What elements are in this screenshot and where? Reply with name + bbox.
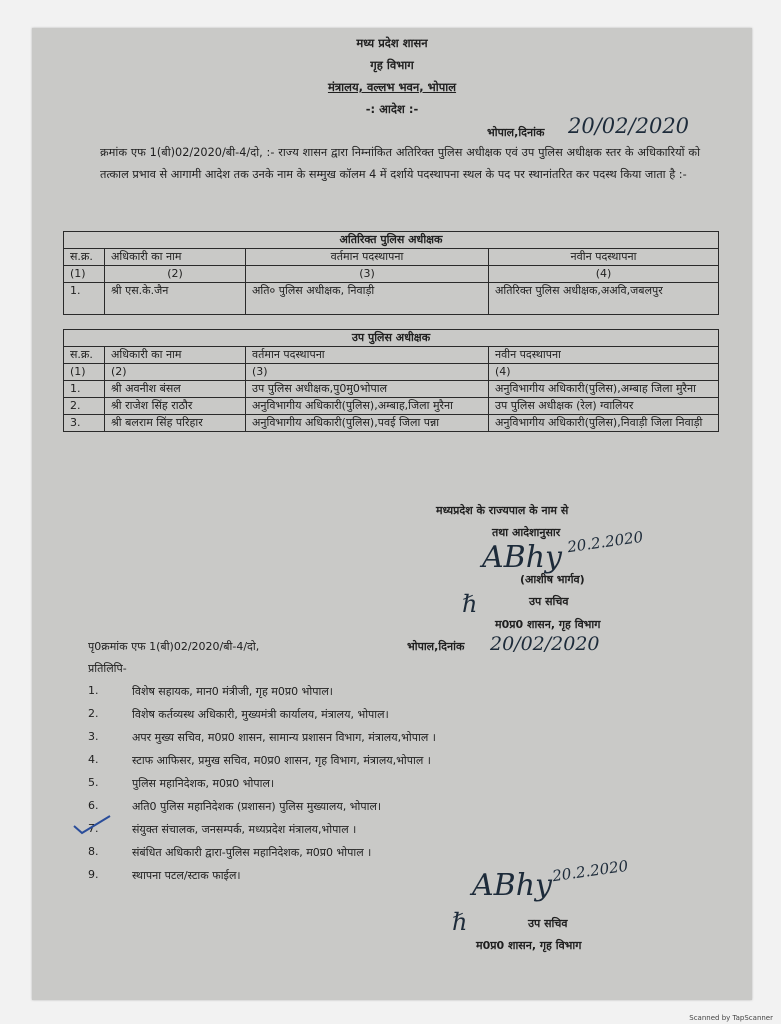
table2-cell-sno: 3. <box>64 415 105 432</box>
list-item: अपर मुख्य सचिव, म0प्र0 शासन, सामान्य प्रशासन विभाग, मंत्रालय,भोपाल । <box>132 731 436 744</box>
table2-cell-name: श्री राजेश सिंह राठौर <box>105 398 246 415</box>
table1-cell-name: श्री एस.के.जैन <box>105 283 246 315</box>
list-item-number: 6. <box>88 799 99 812</box>
handwritten-date: 20/02/2020 <box>568 114 690 138</box>
handwritten-signature: ABhy <box>482 540 562 575</box>
table-additional-sp <box>63 231 719 315</box>
list-item-number: 9. <box>88 868 99 881</box>
endorsement-handwritten-date: 20/02/2020 <box>490 633 600 655</box>
table2-cell-new: उप पुलिस अधीक्षक (रेल) ग्वालियर <box>489 398 719 415</box>
intro-paragraph: क्रमांक एफ 1(बी)02/2020/बी-4/दो, :- राज्य शासन द्वारा निम्नांकित अतिरिक्त पुलिस अधीक्षक एवं उप पुलिस अधीक्षक स्तर के अधिकारियों को तत्काल प्रभाव से आगामी आदेश तक उनके नाम के सम्मुख कॉलम 4 में दर्शाये पदस्थापना स्थल के पद पर स्थानांतरित कर पदस्थ किया जाता है :- <box>100 146 700 181</box>
table2-colnum: (4) <box>489 364 719 381</box>
list-item: संबंधित अधिकारी द्वारा-पुलिस महानिदेशक, म0प्र0 भोपाल । <box>132 846 372 859</box>
list-item: विशेष कर्तव्यस्थ अधिकारी, मुख्यमंत्री कार्यालय, मंत्रालय, भोपाल। <box>132 708 389 721</box>
table1-header-name: अधिकारी का नाम <box>105 249 246 266</box>
signatory-designation: उप सचिव <box>529 595 569 608</box>
scanner-watermark: Scanned by TapScanner <box>689 1014 773 1022</box>
table1-colnum: (4) <box>489 266 719 283</box>
table-row <box>64 381 719 398</box>
table2-cell-sno: 1. <box>64 381 105 398</box>
table2-colnum: (3) <box>246 364 489 381</box>
header-department: गृह विभाग <box>370 58 414 72</box>
header-address: मंत्रालय, वल्लभ भवन, भोपाल <box>327 80 457 94</box>
signatory-name: (आशीष भार्गव) <box>520 573 585 586</box>
signatory-department: म0प्र0 शासन, गृह विभाग <box>495 618 601 631</box>
table1-colnum: (3) <box>246 266 489 283</box>
document-page <box>32 28 752 1000</box>
list-item: संयुक्त संचालक, जनसम्पर्क, मध्यप्रदेश मंत्रालय,भोपाल । <box>132 823 357 836</box>
table2-colnum: (2) <box>105 364 246 381</box>
table1-header-sno: स.क्र. <box>64 249 105 266</box>
table2-cell-new: अनुविभागीय अधिकारी(पुलिस),निवाड़ी जिला निवाड़ी <box>489 415 719 432</box>
handwritten-signature: ABhy <box>472 868 552 903</box>
table2-cell-current: उप पुलिस अधीक्षक,पु0मु0भोपाल <box>246 381 489 398</box>
list-item-number: 2. <box>88 707 99 720</box>
table1-cell-new: अतिरिक्त पुलिस अधीक्षक,अअवि,जबलपुर <box>489 283 719 315</box>
table2-header-new: नवीन पदस्थापना <box>489 347 719 364</box>
list-item: स्थापना पटल/स्टाक फाईल। <box>132 869 241 882</box>
order-line: तथा आदेशानुसार <box>492 526 561 539</box>
header-government: मध्य प्रदेश शासन <box>356 36 428 50</box>
checkmark-icon <box>72 814 112 836</box>
copy-label: प्रतिलिपि- <box>88 662 127 675</box>
list-item-number: 8. <box>88 845 99 858</box>
list-item-number: 5. <box>88 776 99 789</box>
table1-section-title: अतिरिक्त पुलिस अधीक्षक <box>64 232 719 249</box>
table2-cell-new: अनुविभागीय अधिकारी(पुलिस),अम्बाह जिला मुरैना <box>489 381 719 398</box>
table1-header-current: वर्तमान पदस्थापना <box>246 249 489 266</box>
list-item: विशेष सहायक, मान0 मंत्रीजी, गृह म0प्र0 भोपाल। <box>132 685 333 698</box>
signatory-department: म0प्र0 शासन, गृह विभाग <box>476 939 582 952</box>
table2-cell-name: श्री अवनीश बंसल <box>105 381 246 398</box>
list-item: स्टाफ आफिसर, प्रमुख सचिव, म0प्र0 शासन, गृह विभाग, मंत्रालय,भोपाल । <box>132 754 431 767</box>
endorsement-ref: पृ0क्रमांक एफ 1(बी)02/2020/बी-4/दो, <box>88 640 260 653</box>
table-row <box>64 398 719 415</box>
table2-cell-sno: 2. <box>64 398 105 415</box>
initials-mark: ℏ <box>452 908 468 936</box>
list-item-number: 3. <box>88 730 99 743</box>
signatory-designation: उप सचिव <box>528 917 568 930</box>
table1-colnum: (2) <box>105 266 246 283</box>
table1-header-new: नवीन पदस्थापना <box>489 249 719 266</box>
governor-line: मध्यप्रदेश के राज्यपाल के नाम से <box>436 504 569 517</box>
list-item-number: 7. <box>88 822 99 835</box>
list-item: अति0 पुलिस महानिदेशक (प्रशासन) पुलिस मुख्यालय, भोपाल। <box>132 800 382 813</box>
table1-cell-current: अति० पुलिस अधीक्षक, निवाड़ी <box>246 283 489 315</box>
table2-cell-current: अनुविभागीय अधिकारी(पुलिस),अम्बाह,जिला मुरैना <box>246 398 489 415</box>
table2-header-current: वर्तमान पदस्थापना <box>246 347 489 364</box>
table2-header-name: अधिकारी का नाम <box>105 347 246 364</box>
initials-mark: ℏ <box>462 590 478 618</box>
list-item-number: 1. <box>88 684 99 697</box>
handwritten-signature-date: 20.2.2020 <box>551 856 630 886</box>
table1-colnum: (1) <box>64 266 105 283</box>
table2-colnum: (1) <box>64 364 105 381</box>
table2-cell-name: श्री बलराम सिंह परिहार <box>105 415 246 432</box>
handwritten-signature-date: 20.2.2020 <box>566 527 645 557</box>
date-label: भोपाल,दिनांक <box>487 126 545 139</box>
list-item-number: 4. <box>88 753 99 766</box>
table-row <box>64 415 719 432</box>
list-item: पुलिस महानिदेशक, म0प्र0 भोपाल। <box>132 777 275 790</box>
table-row <box>64 283 719 315</box>
header-order: -: आदेश :- <box>365 102 419 116</box>
table2-header-sno: स.क्र. <box>64 347 105 364</box>
table2-cell-current: अनुविभागीय अधिकारी(पुलिस),पवई जिला पन्ना <box>246 415 489 432</box>
table2-section-title: उप पुलिस अधीक्षक <box>64 330 719 347</box>
table-deputy-sp <box>63 329 719 432</box>
table1-cell-sno: 1. <box>64 283 105 315</box>
endorsement-date-label: भोपाल,दिनांक <box>407 640 465 653</box>
